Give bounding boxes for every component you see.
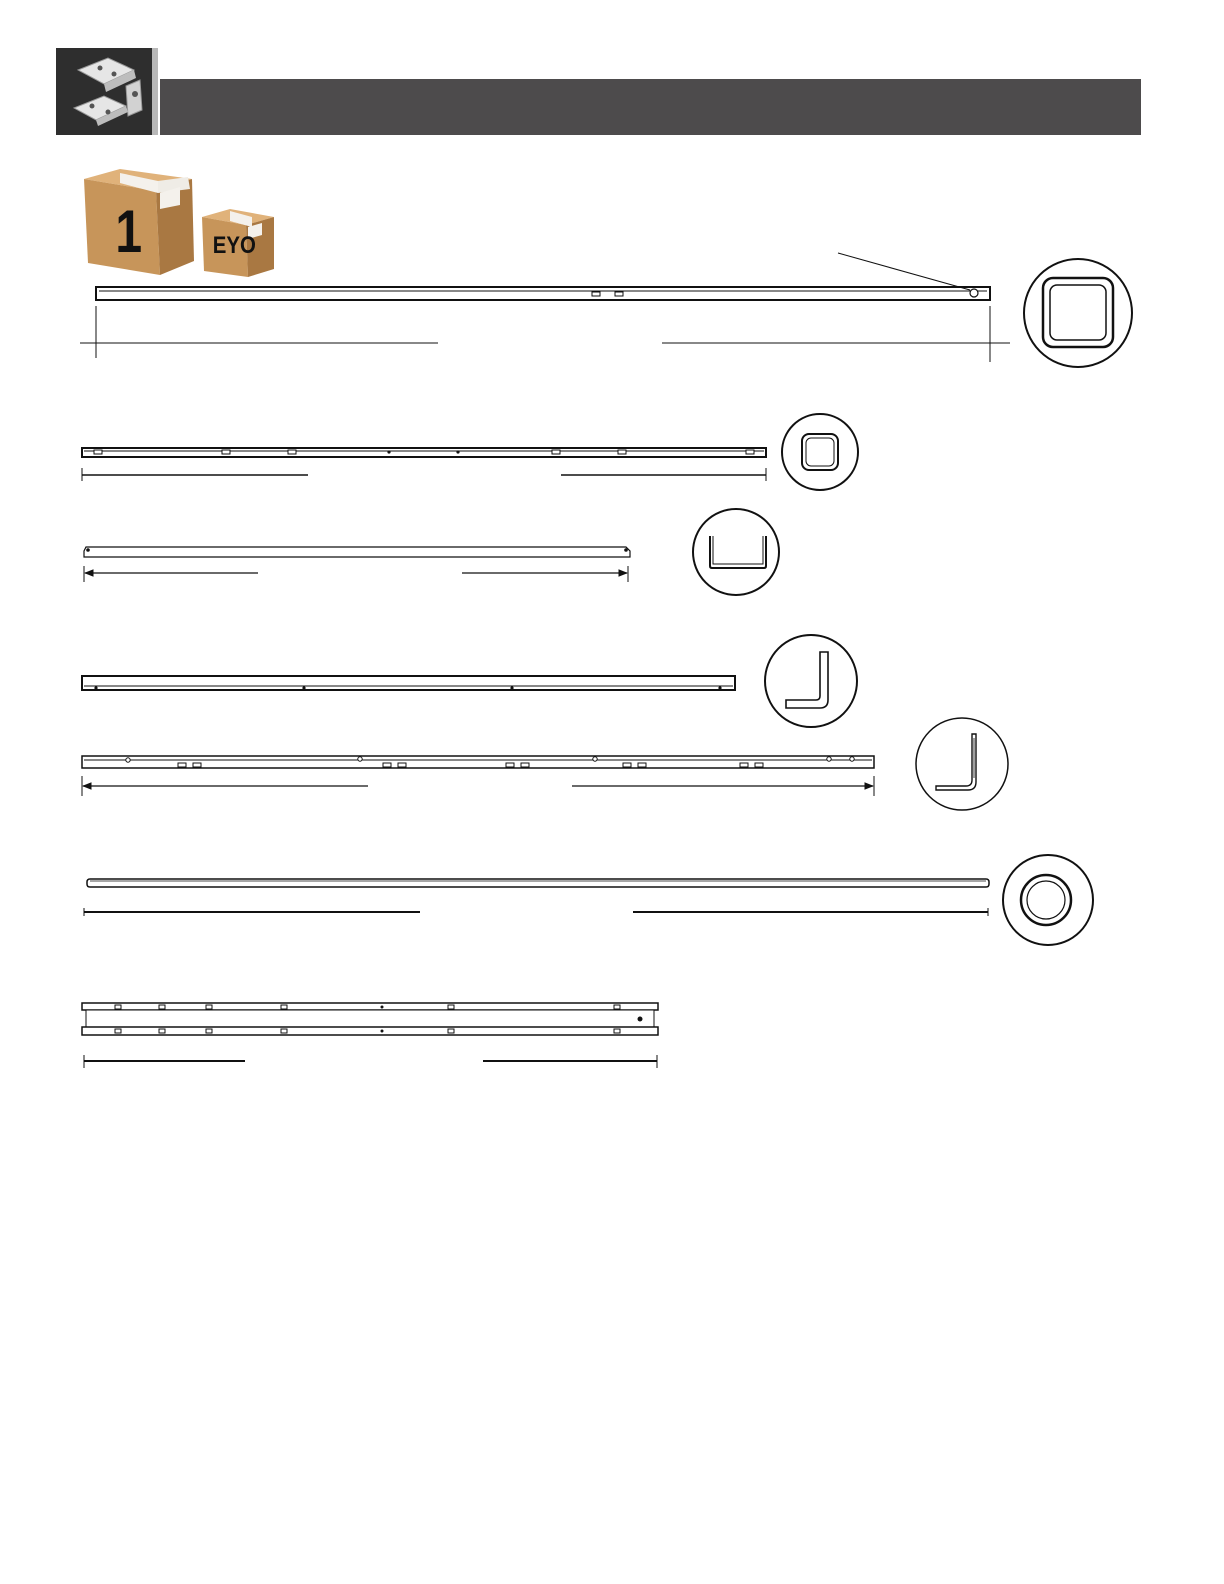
angle-icon bbox=[765, 635, 857, 727]
carton-code-label: EYO bbox=[212, 232, 256, 259]
square-tube-icon-small bbox=[782, 414, 858, 490]
carton-number-label: 1 bbox=[115, 198, 143, 265]
part-angle-bar-thin bbox=[82, 756, 874, 796]
part-round-rod bbox=[84, 879, 989, 916]
thin-angle-icon bbox=[916, 718, 1008, 810]
part-square-tube-long bbox=[80, 253, 1010, 362]
part-double-rail bbox=[82, 1003, 658, 1068]
part-u-channel bbox=[84, 547, 630, 582]
part-square-tube-short bbox=[82, 448, 766, 481]
part-angle-bar bbox=[82, 676, 735, 690]
u-channel-icon bbox=[693, 509, 779, 595]
round-rod-icon bbox=[1003, 855, 1093, 945]
square-tube-icon bbox=[1024, 259, 1132, 367]
